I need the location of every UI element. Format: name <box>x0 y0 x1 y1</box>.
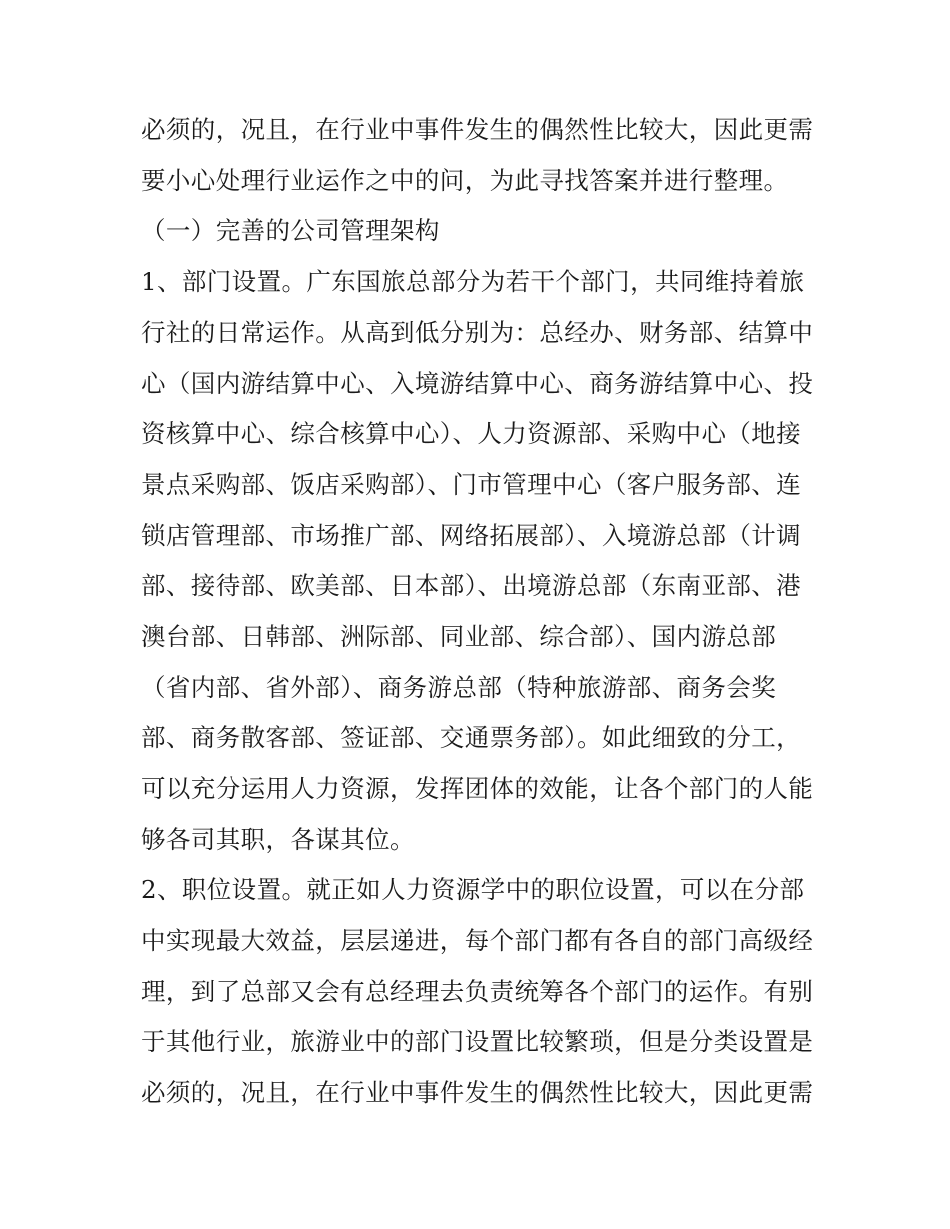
text-line: 1、部门设置。广东国旅总部分为若干个部门，共同维持着旅 <box>141 267 805 296</box>
text-line: 够各司其职，各谋其位。 <box>141 825 415 854</box>
section-heading: （一）完善的公司管理架构 <box>141 216 440 245</box>
text-line: 2、职位设置。就正如人力资源学中的职位设置，可以在分部 <box>141 875 805 904</box>
text-line: 行社的日常运作。从高到低分别为：总经办、财务部、结算中 <box>141 318 814 347</box>
text-line: 必须的，况且，在行业中事件发生的偶然性比较大，因此更需 <box>141 115 814 144</box>
text-line: 要小心处理行业运作之中的问，为此寻找答案并进行整理。 <box>141 166 789 195</box>
text-line: 锁店管理部、市场推广部、网络拓展部）、入境游总部（计调 <box>141 521 802 550</box>
text-line: 部、商务散客部、签证部、交通票务部）。如此细致的分工， <box>141 723 802 752</box>
text-line: 于其他行业，旅游业中的部门设置比较繁琐，但是分类设置是 <box>141 1027 814 1056</box>
text-line: 资核算中心、综合核算中心）、人力资源部、采购中心（地接 <box>141 419 802 448</box>
text-line: 必须的，况且，在行业中事件发生的偶然性比较大，因此更需 <box>141 1078 814 1107</box>
text-line: 理，到了总部又会有总经理去负责统筹各个部门的运作。有别 <box>141 977 814 1006</box>
text-line: 中实现最大效益，层层递进，每个部门都有各自的部门高级经 <box>141 926 814 955</box>
text-line: 澳台部、日韩部、洲际部、同业部、综合部）、国内游总部 <box>141 622 777 651</box>
text-line: 部、接待部、欧美部、日本部）、出境游总部（东南亚部、港 <box>141 571 802 600</box>
text-line: 心（国内游结算中心、入境游结算中心、商务游结算中心、投 <box>141 369 814 398</box>
text-line: 景点采购部、饭店采购部）、门市管理中心（客户服务部、连 <box>141 470 802 499</box>
text-line: 可以充分运用人力资源，发挥团体的效能，让各个部门的人能 <box>141 774 814 803</box>
text-line: （省内部、省外部）、商务游总部（特种旅游部、商务会奖 <box>141 673 777 702</box>
